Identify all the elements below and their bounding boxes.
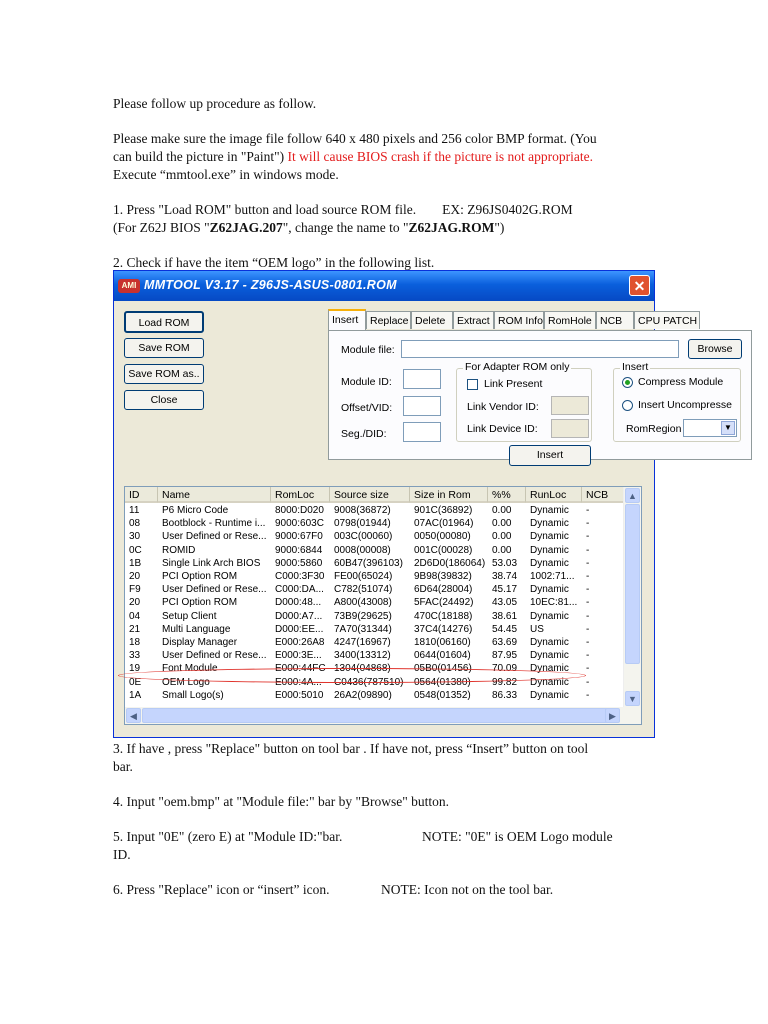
browse-button[interactable]: Browse [688,339,742,359]
cell-ncb: - [586,531,590,543]
cell-source-size: 003C(00060) [334,531,393,543]
title-bar [114,271,654,301]
cell-size-in-rom: 901C(36892) [414,505,473,516]
insert-uncompressed-label: Insert Uncompresse [638,399,732,411]
cell-percent: 0.00 [492,544,512,556]
table-row[interactable] [125,623,625,636]
tab-rom-info[interactable]: ROM Info [494,311,544,329]
vertical-scrollbar[interactable] [623,487,641,708]
cell-percent: 43.05 [492,597,518,609]
chevron-down-icon[interactable]: ▼ [721,421,735,435]
step-6 [113,881,554,899]
cell-name: OEM Logo [162,676,210,688]
col-ncb[interactable]: NCB [582,487,625,503]
link-present-checkbox[interactable] [467,379,478,390]
cell-ncb: - [586,597,590,609]
cell-ncb: - [586,518,590,530]
cell-size-in-rom: 0644(01604) [414,650,471,662]
cell-runloc: Dynamic [530,584,569,596]
warning-text: It will cause BIOS crash if the picture is not appropriate. [287,149,594,164]
cell-percent: 53.03 [492,557,518,569]
cell-percent: 87.95 [492,650,518,662]
vertical-scroll-thumb[interactable] [625,504,640,664]
tab-ncb[interactable]: NCB [596,311,634,329]
col-size-in-rom[interactable]: Size in Rom [410,487,488,503]
cell-size-in-rom: 5FAC(24492) [414,597,474,609]
cell-source-size: 9008(36872) [334,505,391,516]
table-row[interactable] [125,649,625,662]
scroll-right-icon[interactable]: ▶ [605,708,620,723]
cell-source-size: 0798(01944) [334,518,391,530]
cell-percent: 54.45 [492,623,518,635]
cell-name: Small Logo(s) [162,689,224,701]
cell-name: Bootblock - Runtime i... [162,518,266,530]
table-row[interactable] [125,636,625,649]
cell-romloc: 9000:67F0 [275,531,323,543]
cell-ncb: - [586,637,590,648]
col-id[interactable]: ID [125,487,158,503]
step-3-cont: bar. [113,759,133,774]
cell-ncb: - [586,584,590,596]
cell-source-size: C782(51074) [334,584,393,596]
adapter-group-title: For Adapter ROM only [465,361,570,373]
cell-percent: 38.74 [492,571,518,582]
cell-romloc: C000:3F30 [275,571,325,582]
cell-source-size: 26A2(09890) [334,689,392,701]
cell-romloc: D000:EE... [275,623,324,635]
cell-size-in-rom: 1810(06160) [414,637,471,648]
insert-panel [328,330,752,460]
cell-name: User Defined or Rese... [162,650,267,662]
cell-size-in-rom: 05B0(01456) [414,663,472,675]
step-1-note [113,219,504,237]
cell-name: Font Module [162,663,218,675]
tab-romhole[interactable]: RomHole [544,311,596,329]
table-row[interactable] [125,544,625,557]
seg-did-input[interactable] [403,422,441,442]
step-1-note-a: (For Z62J BIOS " [113,220,210,235]
cell-runloc: Dynamic [530,557,569,569]
col-name[interactable]: Name [158,487,271,503]
cell-ncb: - [586,689,590,701]
insert-group-title: Insert [622,361,649,373]
cell-id: 20 [129,597,141,609]
horizontal-scroll-thumb[interactable] [142,708,614,723]
cell-name: Single Link Arch BIOS [162,557,261,569]
step-1-text: 1. Press "Load ROM" button and load source ROM file. [113,202,417,217]
cell-id: 1B [129,557,142,569]
cell-percent: 45.17 [492,584,518,596]
cell-source-size: C0436(787510) [334,676,404,688]
cell-runloc: 1002:71... [530,571,575,582]
cell-size-in-rom: 0548(01352) [414,689,471,701]
cell-name: User Defined or Rese... [162,531,267,543]
new-name: Z62JAG.ROM [408,220,495,235]
cell-name: P6 Micro Code [162,505,229,516]
cell-id: 0C [129,544,142,556]
tab-cpu-patch[interactable]: CPU PATCH [634,311,700,329]
col-romloc[interactable]: RomLoc [271,487,330,503]
cell-romloc: 9000:6844 [275,544,323,556]
cell-runloc: Dynamic [530,676,569,688]
cell-runloc: Dynamic [530,544,569,556]
link-vendor-input[interactable] [551,396,589,415]
save-rom-button[interactable]: Save ROM [124,338,204,358]
load-rom-button[interactable]: Load ROM [124,311,204,333]
col-runloc[interactable]: RunLoc [526,487,582,503]
link-device-label: Link Device ID: [467,423,538,435]
cell-runloc: Dynamic [530,505,569,516]
table-row[interactable] [125,570,625,583]
table-row[interactable] [125,583,625,596]
cell-name: PCI Option ROM [162,597,238,609]
step-1-note-d: ") [494,220,505,235]
cell-romloc: D000:A7... [275,610,323,622]
offset-vid-input[interactable] [403,396,441,416]
link-vendor-label: Link Vendor ID: [467,401,539,413]
cell-source-size: FE00(65024) [334,571,393,582]
cell-percent: 0.00 [492,505,512,516]
seg-did-label: Seg./DID: [341,428,387,440]
cell-id: 0E [129,676,142,688]
cell-id: 11 [129,505,140,516]
cell-id: 33 [129,650,141,662]
module-id-input[interactable] [403,369,441,389]
cell-ncb: - [586,650,590,662]
cell-size-in-rom: 0564(01380) [414,676,471,688]
cell-source-size: 4247(16967) [334,637,391,648]
cell-runloc: US [530,623,544,635]
romregion-label: RomRegion [626,423,682,435]
scroll-up-icon[interactable]: ▲ [625,488,640,503]
cell-romloc: 9000:5860 [275,557,323,569]
insert-options-group [613,361,741,442]
cell-id: 19 [129,663,141,675]
close-icon[interactable]: ✕ [629,275,650,296]
cell-id: 1A [129,689,142,701]
step-1-example: EX: Z96JS0402G.ROM [442,202,573,217]
table-row[interactable] [125,676,625,689]
cell-ncb: - [586,610,590,622]
col-source-size[interactable]: Source size [330,487,410,503]
paint-text: can build the picture in "Paint") [113,149,288,164]
cell-name: PCI Option ROM [162,571,238,582]
scroll-left-icon[interactable]: ◀ [126,708,141,723]
step-5-note: NOTE: "0E" is OEM Logo module [422,829,613,844]
list-header [125,487,625,503]
cell-romloc: 8000:D020 [275,505,324,516]
cell-source-size: 0008(00008) [334,544,391,556]
cell-id: F9 [129,584,141,596]
cell-size-in-rom: 9B98(39832) [414,571,472,582]
cell-romloc: 9000:603C [275,518,324,530]
window-title: MMTOOL V3.17 - Z96JS-ASUS-0801.ROM [144,278,397,292]
cell-runloc: 10EC:81... [530,597,578,609]
scroll-down-icon[interactable]: ▼ [625,691,640,706]
cell-size-in-rom: 2D6D0(186064) [414,557,486,569]
cell-size-in-rom: 470C(18188) [414,610,473,622]
cell-percent: 0.00 [492,518,512,530]
col-percent[interactable]: %% [488,487,526,503]
cell-percent: 0.00 [492,531,512,543]
module-list[interactable] [124,486,642,725]
cell-runloc: Dynamic [530,689,569,701]
cell-runloc: Dynamic [530,637,569,648]
cell-source-size: A800(43008) [334,597,392,609]
step-4: 4. Input "oem.bmp" at "Module file:" bar by "Browse" button. [113,794,450,809]
cell-percent: 86.33 [492,689,518,701]
table-row[interactable] [125,596,625,609]
tab-replace[interactable]: Replace [366,311,411,329]
step-5-text: 5. Input "0E" (zero E) at "Module ID:"bar. [113,829,343,844]
cell-size-in-rom: 0050(00080) [414,531,471,543]
cell-source-size: 7A70(31344) [334,623,392,635]
romregion-select[interactable] [683,419,737,437]
step-5-cont: ID. [113,847,131,862]
cell-name: Setup Client [162,610,217,622]
cell-id: 30 [129,531,141,543]
ami-icon: AMI [118,279,140,293]
step-6-note: NOTE: Icon not on the tool bar. [381,882,554,897]
table-row[interactable] [125,662,625,675]
step-1 [113,201,573,219]
cell-ncb: - [586,544,590,556]
cell-ncb: - [586,571,590,582]
cell-percent: 63.69 [492,637,518,648]
table-row[interactable] [125,517,625,530]
cell-id: 08 [129,518,141,530]
close-button[interactable]: Close [124,390,204,410]
cell-id: 04 [129,610,141,622]
module-id-label: Module ID: [341,376,392,388]
cell-size-in-rom: 07AC(01964) [414,518,474,530]
cell-source-size: 73B9(29625) [334,610,392,622]
cell-romloc: E000:4A... [275,676,322,688]
cell-romloc: D000:48... [275,597,322,609]
format-line: Please make sure the image file follow 640 x 480 pixels and 256 color BMP format. (You [113,131,597,146]
cell-name: ROMID [162,544,196,556]
cell-romloc: C000:DA... [275,584,324,596]
cell-name: Multi Language [162,623,231,635]
cell-romloc: E000:44FC [275,663,326,675]
compress-module-label: Compress Module [638,376,724,388]
cell-runloc: Dynamic [530,663,569,675]
horizontal-scrollbar[interactable] [125,707,641,724]
cell-romloc: E000:3E... [275,650,322,662]
cell-ncb: - [586,557,590,569]
adapter-rom-group [456,361,592,442]
cell-size-in-rom: 37C4(14276) [414,623,473,635]
cell-ncb: - [586,663,590,675]
cell-source-size: 60B47(396103) [334,557,403,569]
cell-id: 18 [129,637,141,648]
compress-module-radio[interactable] [622,377,633,388]
cell-size-in-rom: 001C(00028) [414,544,473,556]
cell-ncb: - [586,505,590,516]
cell-romloc: E000:26A8 [275,637,325,648]
intro-line: Please follow up procedure as follow. [113,96,317,111]
cell-percent: 70.09 [492,663,518,675]
cell-id: 21 [129,623,141,635]
step-1-note-c: ", change the name to " [282,220,409,235]
table-row[interactable] [125,610,625,623]
mmtool-window [113,270,733,738]
table-row[interactable] [125,530,625,543]
module-file-input[interactable] [401,340,679,358]
table-row[interactable] [125,557,625,570]
cell-percent: 38.61 [492,610,518,622]
cell-id: 20 [129,571,141,582]
tab-delete[interactable]: Delete [411,311,453,329]
cell-name: Display Manager [162,637,238,648]
cell-name: User Defined or Rese... [162,584,267,596]
step-6-text: 6. Press "Replace" icon or “insert” icon. [113,882,330,897]
cell-source-size: 3400(13312) [334,650,391,662]
cell-runloc: Dynamic [530,610,569,622]
link-device-input[interactable] [551,419,589,438]
table-row[interactable] [125,689,625,702]
module-file-label: Module file: [341,344,395,356]
cell-runloc: Dynamic [530,650,569,662]
cell-size-in-rom: 6D64(28004) [414,584,473,596]
offset-vid-label: Offset/VID: [341,402,393,414]
link-present-label: Link Present [484,378,543,390]
cell-ncb: - [586,623,590,635]
insert-uncompressed-radio[interactable] [622,400,633,411]
save-rom-as-button[interactable]: Save ROM as.. [124,364,204,384]
tab-extract[interactable]: Extract [453,311,494,329]
step-3: 3. If have , press "Replace" button on tool bar . If have not, press “Insert” button on tool [113,741,589,756]
insert-button[interactable]: Insert [509,445,591,466]
cell-runloc: Dynamic [530,531,569,543]
step-5 [113,828,613,846]
cell-source-size: 1304(04868) [334,663,391,675]
cell-percent: 99.82 [492,676,518,688]
step-2: 2. Check if have the item “OEM logo” in the following list. [113,255,435,270]
cell-romloc: E000:5010 [275,689,324,701]
table-row[interactable] [125,504,625,517]
tab-insert[interactable]: Insert [328,309,366,331]
execute-line: Execute “mmtool.exe” in windows mode. [113,167,339,182]
cell-runloc: Dynamic [530,518,569,530]
old-name: Z62JAG.207 [209,220,283,235]
paint-line [113,148,593,166]
cell-ncb: - [586,676,590,688]
